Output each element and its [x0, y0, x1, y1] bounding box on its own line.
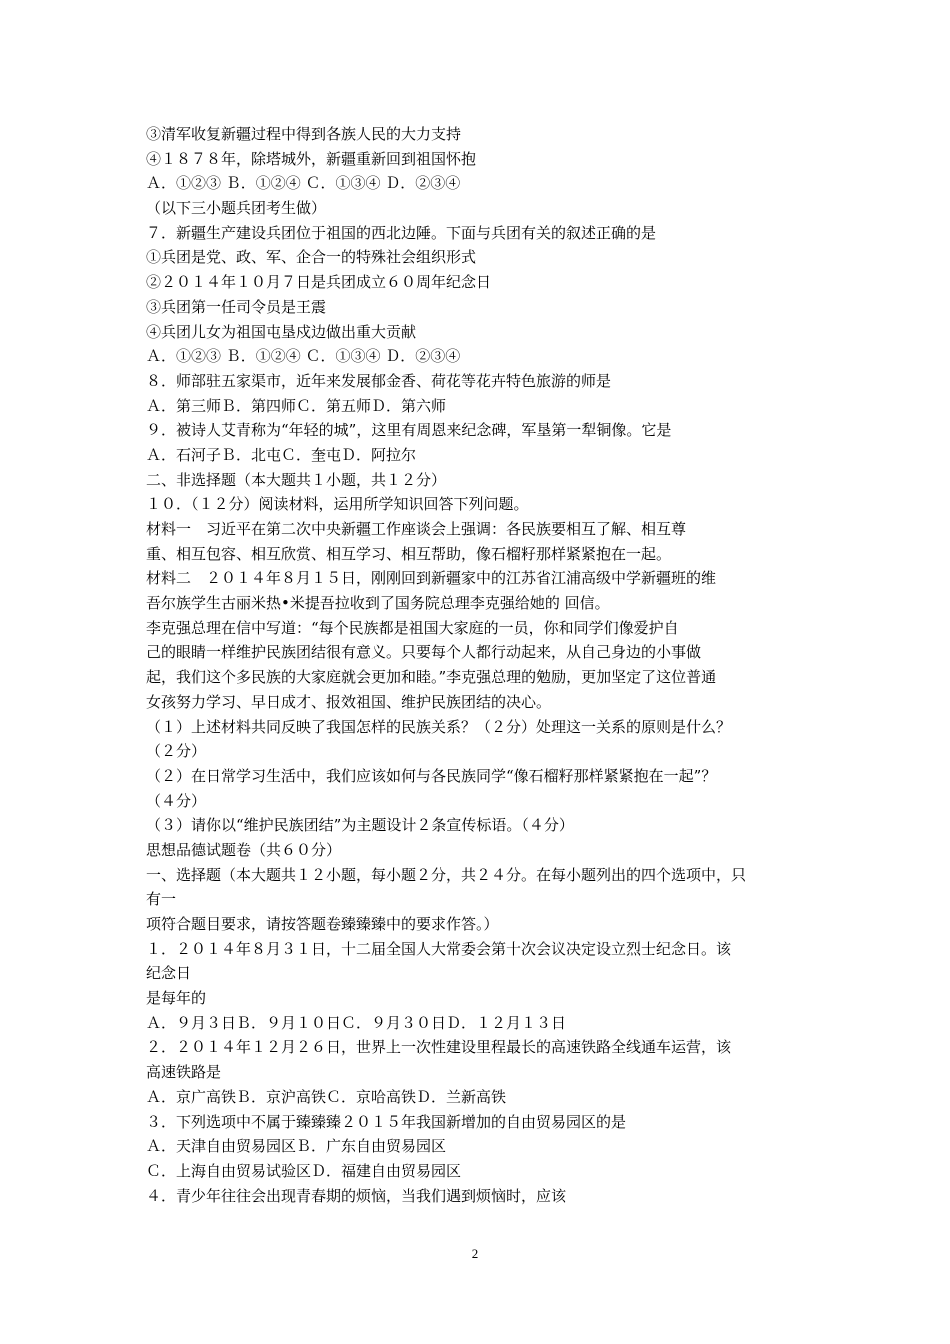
text-line: 女孩努力学习、早日成才、报效祖国、维护民族团结的决心。 [146, 692, 552, 711]
text-line: 纪念日 [146, 964, 192, 983]
text-line: 二、非选择题（本大题共１小题，共１２分） [146, 470, 447, 489]
text-line: 己的眼睛一样维护民族团结很有意义。只要每个人都行动起来，从自己身边的小事做 [146, 643, 702, 662]
text-line: 一、选择题（本大题共１２小题，每小题２分，共２４分。在每小题列出的四个选项中，只 [146, 865, 747, 884]
text-line: 有一 [146, 890, 177, 909]
text-line: Ａ．①②③ Ｂ．①②④ Ｃ．①③④ Ｄ．②③④ [146, 174, 461, 193]
text-line: ２．２０１４年１２月２６日，世界上一次性建设里程最长的高速铁路全线通车运营，该 [146, 1038, 732, 1057]
text-line: ７．新疆生产建设兵团位于祖国的西北边陲。下面与兵团有关的叙述正确的是 [146, 223, 657, 242]
text-line: 李克强总理在信中写道：“每个民族都是祖国大家庭的一员，你和同学们像爱护自 [146, 618, 679, 637]
text-line: 思想品德试题卷（共６０分） [146, 840, 342, 859]
text-line: Ａ．天津自由贸易园区Ｂ．广东自由贸易园区 [146, 1137, 447, 1156]
text-line: （以下三小题兵团考生做） [146, 199, 327, 218]
text-line: （１）上述材料共同反映了我国怎样的民族关系？（２分）处理这一关系的原则是什么？ [146, 717, 732, 736]
text-line: 重、相互包容、相互欣赏、相互学习、相互帮助，像石榴籽那样紧紧抱在一起。 [146, 544, 672, 563]
text-line: ②２０１４年１０月７日是兵团成立６０周年纪念日 [146, 273, 492, 292]
text-line: Ａ．石河子Ｂ．北屯Ｃ．奎屯Ｄ．阿拉尔 [146, 445, 417, 464]
text-line: １．２０１４年８月３１日，十二届全国人大常委会第十次会议决定设立烈士纪念日。该 [146, 939, 732, 958]
text-line: Ａ．９月３日Ｂ．９月１０日Ｃ．９月３０日Ｄ．１２月１３日 [146, 1013, 567, 1032]
text-line: 高速铁路是 [146, 1063, 222, 1082]
text-line: 起，我们这个多民族的大家庭就会更加和睦。”李克强总理的勉励，更加坚定了这位普通 [146, 668, 717, 687]
text-line: ④１８７８年，除塔城外，新疆重新回到祖国怀抱 [146, 149, 477, 168]
text-line: 项符合题目要求，请按答题卷臻臻臻中的要求作答。） [146, 915, 499, 933]
text-line: １０．（１２分）阅读材料，运用所学知识回答下列问题。 [146, 495, 529, 514]
text-line: Ａ．第三师Ｂ．第四师Ｃ．第五师Ｄ．第六师 [146, 396, 447, 415]
text-line: ９．被诗人艾青称为“年轻的城”，这里有周恩来纪念碑，军垦第一犁铜像。它是 [146, 421, 672, 440]
text-line: ３．下列选项中不属于臻臻臻２０１５年我国新增加的自由贸易园区的是 [146, 1112, 627, 1131]
text-line: Ｃ．上海自由贸易试验区Ｄ．福建自由贸易园区 [146, 1161, 462, 1180]
text-line: ③清军收复新疆过程中得到各族人民的大力支持 [146, 125, 462, 143]
text-line: 是每年的 [146, 989, 207, 1008]
document-body [146, 122, 826, 1208]
text-line: 材料二 ２０１４年８月１５日，刚刚回到新疆家中的江苏省江浦高级中学新疆班的维 [146, 569, 717, 588]
text-line: 吾尔族学生古丽米热•米提吾拉收到了国务院总理李克强给她的 回信。 [146, 594, 610, 613]
text-line: （３）请你以“维护民族团结”为主题设计２条宣传标语。（４分） [146, 816, 574, 835]
text-line: （２分） [146, 742, 207, 761]
text-line: Ａ．①②③ Ｂ．①②④ Ｃ．①③④ Ｄ．②③④ [146, 347, 461, 366]
text-line: （２）在日常学习生活中，我们应该如何与各民族同学“像石榴籽那样紧紧抱在一起”？ [146, 766, 717, 785]
text-line: 材料一 习近平在第二次中央新疆工作座谈会上强调：各民族要相互了解、相互尊 [146, 520, 687, 538]
page-number: 2 [471, 1246, 479, 1261]
text-line: ①兵团是党、政、军、企合一的特殊社会组织形式 [146, 248, 477, 267]
text-line: ③兵团第一任司令员是王震 [146, 297, 327, 316]
text-line: ④兵团儿女为祖国屯垦戍边做出重大贡献 [146, 322, 417, 341]
text-line: Ａ．京广高铁Ｂ．京沪高铁Ｃ．京哈高铁Ｄ．兰新高铁 [146, 1087, 507, 1106]
text-line: ４．青少年往往会出现青春期的烦恼，当我们遇到烦恼时，应该 [146, 1186, 567, 1205]
text-line: （４分） [146, 791, 207, 810]
text-line: ８．师部驻五家渠市，近年来发展郁金香、荷花等花卉特色旅游的师是 [146, 371, 612, 390]
